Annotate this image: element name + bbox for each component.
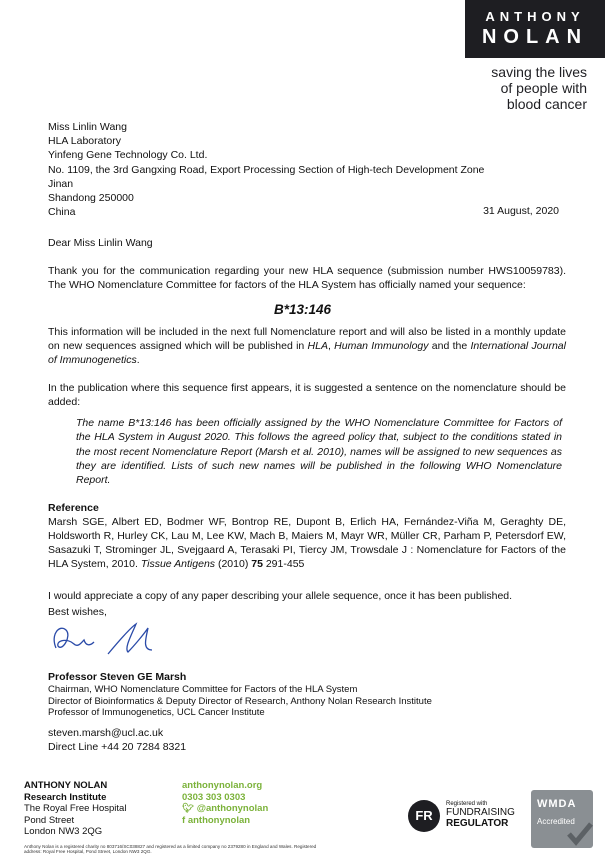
anthony-nolan-logo: [465, 0, 605, 58]
reference-text: Marsh SGE, Albert ED, Bodmer WF, Bontrop RE, Dupont B, Erlich HA, Fernández-Viña M, Geraghty DE, Holdsworth R, Hurley CK, Lau M, Lee KW, Mach B, Maiers M, Mayr WR, Müller CR, Parham P, Petersdorf EW, Sasazuki T, Strominger JL, Svejgaard A, Terasaki PI, Tiercy JM, Trowsdale J : Nomenclature for Factors of the HLA System, 2010. Tissue Antigens (2010) 75 291-455: [48, 516, 566, 570]
footer-website[interactable]: anthonynolan.org: [182, 780, 263, 791]
logo-line2: NOLAN: [481, 26, 589, 48]
paragraph-publication: This information will be included in the next full Nomenclature report and will also be listed in a monthly update on new sequences assigned which will be published in HLA, Human Immunology and the International Journal of Immunogenetics.: [48, 326, 566, 366]
paragraph-intro: Thank you for the communication regarding your new HLA sequence (submission number HWS10059783). The WHO Nomenclature Committee for factors of the HLA System has officially named your sequence:: [48, 265, 566, 291]
reference-title: Reference: [48, 502, 99, 514]
handwritten-signature: [48, 620, 168, 660]
allele-name: B*13:146: [273, 302, 332, 317]
fundraising-regulator-logo: FR: [408, 800, 440, 832]
wmda-accredited-badge: WMDA Accredited: [531, 790, 593, 848]
closing: Best wishes,: [48, 606, 107, 618]
footer-contacts: [182, 780, 268, 826]
reference-section: [48, 501, 566, 571]
footer-address: ANTHONY NOLAN Research Institute The Royal Free Hospital Pond Street London NW3 2QG: [24, 780, 127, 837]
contact-details: [48, 726, 566, 754]
signer-name: Professor Steven GE Marsh: [48, 671, 187, 683]
paragraph-request: I would appreciate a copy of any paper describing your allele sequence, once it has been published.: [48, 590, 513, 602]
letter-date: 31 August, 2020: [483, 205, 559, 217]
signer-phone: Direct Line +44 20 7284 8321: [48, 741, 187, 753]
salutation: Dear Miss Linlin Wang: [48, 237, 153, 249]
suggested-sentence: The name B*13:146 has been officially assigned by the WHO Nomenclature Committee for Factors of the HLA System in August 2020. This follows the agreed policy that, subject to the conditions stated in the most recent Nomenclature Report (Marsh et al. 2010), names will be assigned to new sequences as they are identified. Lists of such new names will be published in the following WHO Nomenclature Report.: [76, 417, 562, 487]
footer-facebook[interactable]: f anthonynolan: [182, 814, 251, 826]
recipient-address: Miss Linlin Wang HLA Laboratory Yinfeng Gene Technology Co. Ltd. No. 1109, the 3rd Gangxing Road, Export Processing Section of High-tech Development Zone Jinan Shandong 250000 China: [48, 121, 485, 219]
logo-line1: ANTHONY: [485, 9, 585, 24]
paragraph-suggestion: In the publication where this sequence first appears, it is suggested a sentence on the nomenclature should be added:: [48, 382, 566, 408]
signer-email[interactable]: steven.marsh@ucl.ac.uk: [48, 727, 164, 739]
footer-twitter[interactable]: 🐦︎ @anthonynolan: [182, 803, 269, 814]
checkmark-icon: [563, 818, 593, 848]
footer-phone: 0303 303 0303: [182, 791, 246, 803]
twitter-icon: 🐦︎: [182, 803, 195, 814]
facebook-icon: f: [182, 814, 186, 826]
tagline: saving the lives of people with blood cancer: [491, 64, 587, 112]
signature-block: Professor Steven GE Marsh Chairman, WHO Nomenclature Committee for Factors of the HLA System Director of Bioinformatics & Deputy Director of Research, Anthony Nolan Research Institute Professor of Immunogenetics, UCL Cancer Institute: [48, 670, 566, 719]
fundraising-regulator-text: Registered with FUNDRAISING REGULATOR: [446, 801, 515, 829]
legal-notice: Anthony Nolan is a registered charity no 803716/SC038827 and registered as a limited company no 2379280 in England and Wales. Registered address: Royal Free Hospital, Pond Street, London NW3 2QG.: [24, 844, 317, 855]
